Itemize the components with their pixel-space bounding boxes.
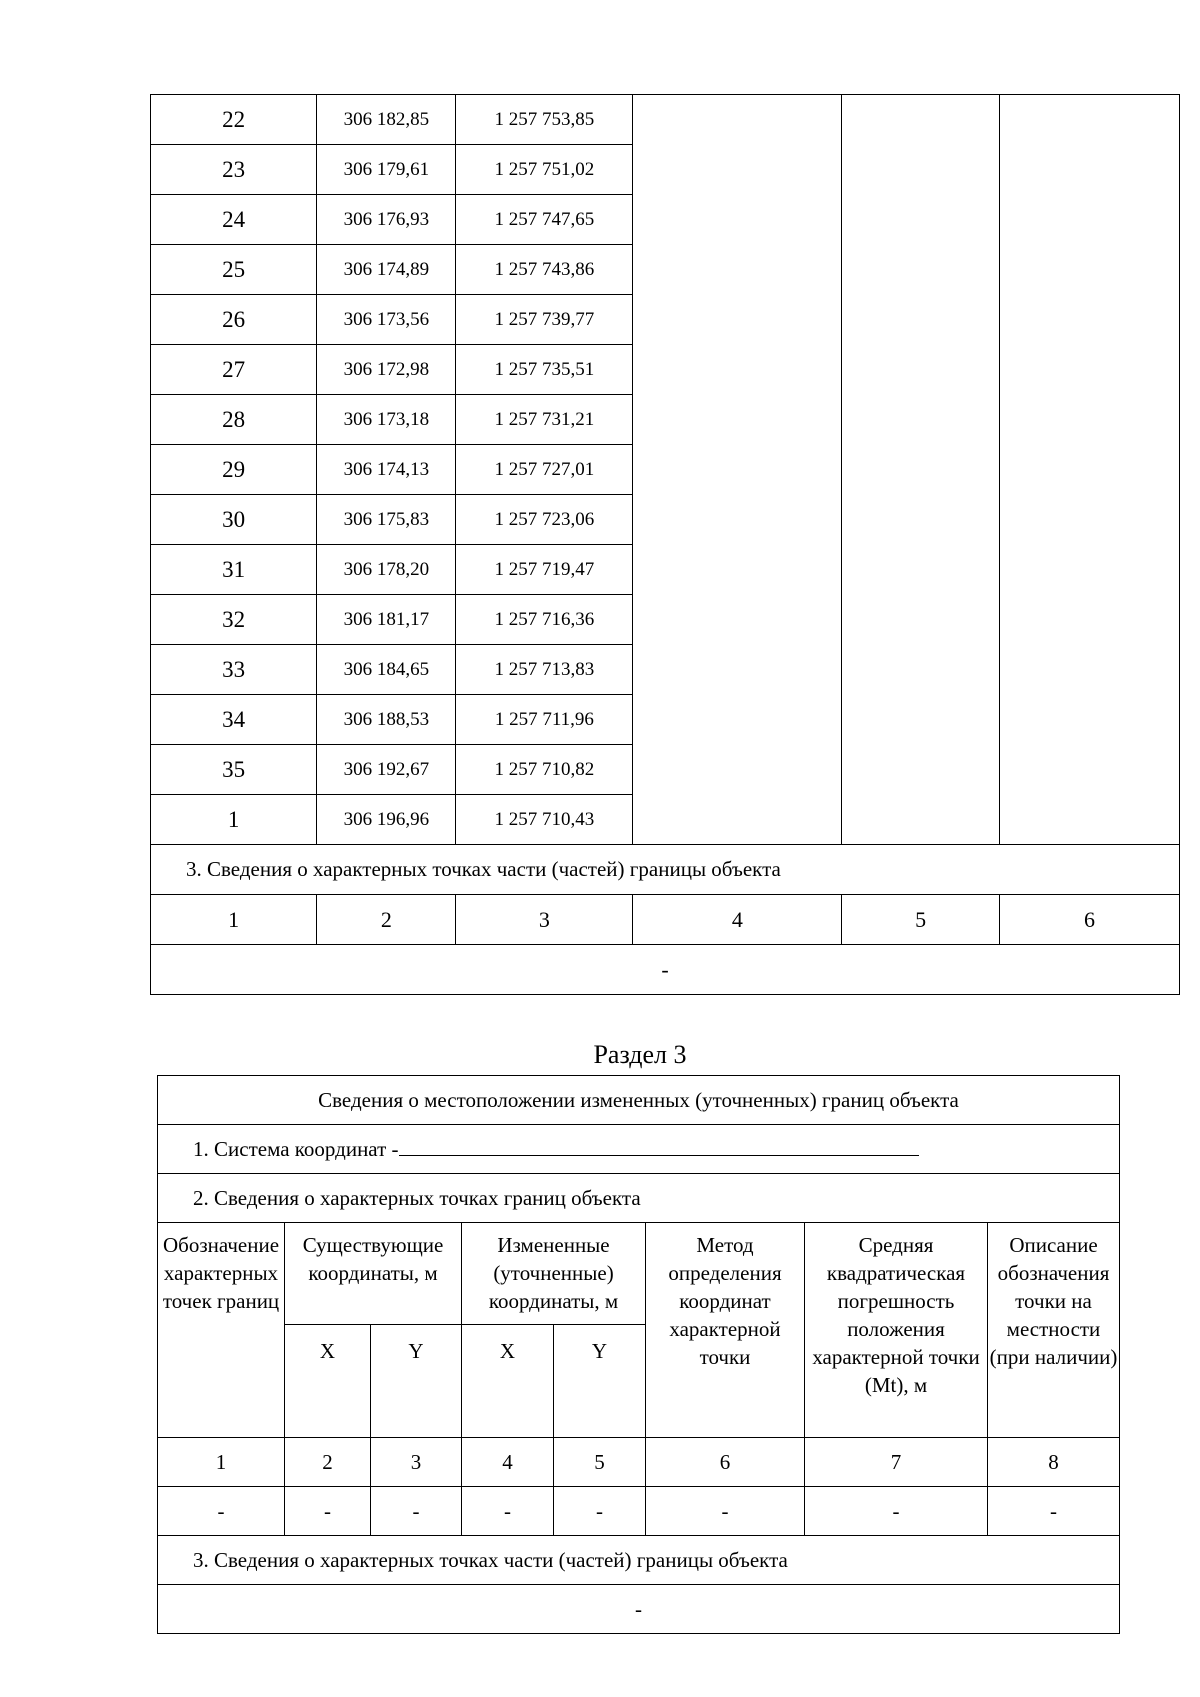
column-number: 5	[842, 895, 1000, 945]
coord-system-row	[158, 1125, 1120, 1174]
coord-system-label: 1. Система координат -	[193, 1137, 399, 1161]
col-header-x: X	[462, 1325, 554, 1438]
column-number: 2	[317, 895, 456, 945]
dash-cell: -	[805, 1487, 988, 1536]
section3-title: 3. Сведения о характерных точках части (частей) границы объекта	[151, 845, 1180, 895]
dash-cell: -	[554, 1487, 646, 1536]
dash-cell: -	[988, 1487, 1120, 1536]
dash-cell: -	[646, 1487, 805, 1536]
coord-y: 1 257 751,02	[456, 145, 633, 195]
coord-x: 306 179,61	[317, 145, 456, 195]
column-number: 1	[158, 1438, 285, 1487]
coord-x: 306 188,53	[317, 695, 456, 745]
point-number: 22	[151, 95, 317, 145]
point-number: 23	[151, 145, 317, 195]
point-number: 28	[151, 395, 317, 445]
table-row	[151, 95, 1180, 145]
coord-x: 306 174,89	[317, 245, 456, 295]
column-number: 4	[462, 1438, 554, 1487]
coord-x: 306 182,85	[317, 95, 456, 145]
coord-y: 1 257 753,85	[456, 95, 633, 145]
point-number: 29	[151, 445, 317, 495]
coord-y: 1 257 747,65	[456, 195, 633, 245]
point-number: 27	[151, 345, 317, 395]
coord-y: 1 257 727,01	[456, 445, 633, 495]
coord-y: 1 257 719,47	[456, 545, 633, 595]
coord-x: 306 192,67	[317, 745, 456, 795]
column-number: 7	[805, 1438, 988, 1487]
column-number: 1	[151, 895, 317, 945]
coord-x: 306 178,20	[317, 545, 456, 595]
point-number: 25	[151, 245, 317, 295]
empty-dash-cell: -	[151, 945, 1180, 995]
coord-x: 306 181,17	[317, 595, 456, 645]
coord-y: 1 257 713,83	[456, 645, 633, 695]
dash-cell: -	[158, 1487, 285, 1536]
coord-x: 306 174,13	[317, 445, 456, 495]
point-number: 32	[151, 595, 317, 645]
column-number: 8	[988, 1438, 1120, 1487]
column-number: 6	[999, 895, 1179, 945]
point-number: 34	[151, 695, 317, 745]
point-number: 33	[151, 645, 317, 695]
points-title: 2. Сведения о характерных точках границ объекта	[158, 1174, 1120, 1223]
empty-cell	[842, 95, 1000, 845]
empty-cell	[999, 95, 1179, 845]
column-number: 3	[371, 1438, 462, 1487]
parts-title: 3. Сведения о характерных точках части (частей) границы объекта	[158, 1536, 1120, 1585]
coord-x: 306 172,98	[317, 345, 456, 395]
coord-y: 1 257 743,86	[456, 245, 633, 295]
column-number: 3	[456, 895, 633, 945]
coord-y: 1 257 711,96	[456, 695, 633, 745]
point-number: 1	[151, 795, 317, 845]
col-header-y: Y	[554, 1325, 646, 1438]
coord-y: 1 257 716,36	[456, 595, 633, 645]
point-number: 30	[151, 495, 317, 545]
col-header-changed: Измененные (уточненные) координаты, м	[462, 1223, 646, 1325]
coord-x: 306 176,93	[317, 195, 456, 245]
coord-x: 306 196,96	[317, 795, 456, 845]
column-number: 6	[646, 1438, 805, 1487]
table-header: Сведения о местоположении измененных (уточненных) границ объекта	[158, 1076, 1120, 1125]
coord-x: 306 173,56	[317, 295, 456, 345]
coord-y: 1 257 710,43	[456, 795, 633, 845]
coord-y: 1 257 710,82	[456, 745, 633, 795]
parts-empty-cell: -	[158, 1585, 1120, 1634]
coord-y: 1 257 723,06	[456, 495, 633, 545]
point-number: 26	[151, 295, 317, 345]
column-number: 2	[285, 1438, 371, 1487]
dash-cell: -	[462, 1487, 554, 1536]
col-header-designation: Обозначение характерных точек границ	[158, 1223, 285, 1438]
section-title: Раздел 3	[593, 1040, 687, 1069]
coord-system-blank	[399, 1135, 919, 1156]
column-number: 5	[554, 1438, 646, 1487]
col-header-existing: Существующие координаты, м	[285, 1223, 462, 1325]
coord-x: 306 173,18	[317, 395, 456, 445]
coord-y: 1 257 735,51	[456, 345, 633, 395]
col-header-description: Описание обозначения точки на местности (при наличии)	[988, 1223, 1120, 1438]
coord-x: 306 184,65	[317, 645, 456, 695]
changed-boundaries-table	[157, 1075, 1120, 1634]
coord-y: 1 257 731,21	[456, 395, 633, 445]
coord-x: 306 175,83	[317, 495, 456, 545]
dash-cell: -	[285, 1487, 371, 1536]
boundary-points-table	[150, 94, 1180, 995]
column-numbers-row	[151, 895, 1180, 945]
column-number: 4	[633, 895, 842, 945]
col-header-x: X	[285, 1325, 371, 1438]
point-number: 24	[151, 195, 317, 245]
col-header-y: Y	[371, 1325, 462, 1438]
empty-cell	[633, 95, 842, 845]
point-number: 31	[151, 545, 317, 595]
dash-cell: -	[371, 1487, 462, 1536]
point-number: 35	[151, 745, 317, 795]
col-header-error: Средняя квадратическая погрешность положения характерной точки (Mt), м	[805, 1223, 988, 1438]
col-header-method: Метод определения координат характерной точки	[646, 1223, 805, 1438]
coord-y: 1 257 739,77	[456, 295, 633, 345]
